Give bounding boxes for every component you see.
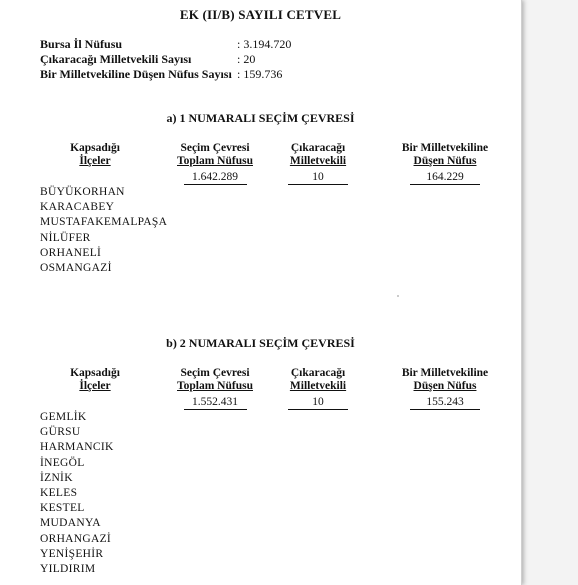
- value-underline: [410, 409, 480, 410]
- section-a-population: 1.642.289: [192, 171, 238, 183]
- section-b-per-deputy: 155.243: [426, 396, 464, 408]
- district-item: BÜYÜKORHAN: [40, 186, 125, 198]
- section-a-district-list: [40, 185, 167, 276]
- summary-row-deputies: [40, 52, 291, 67]
- section-a-title: a) 1 NUMARALI SEÇİM ÇEVRESİ: [166, 111, 355, 125]
- district-item: YENİŞEHİR: [40, 547, 104, 560]
- header-line: Seçim Çevresi: [180, 367, 250, 379]
- section-a-header-population: [160, 142, 270, 168]
- district-item: NİLÜFER: [40, 231, 91, 244]
- district-item: GEMLİK: [40, 411, 87, 423]
- district-item: KELES: [40, 487, 78, 500]
- scan-speck: [397, 295, 399, 297]
- section-b-deputies: 10: [312, 396, 324, 408]
- district-item: MUDANYA: [40, 517, 101, 530]
- header-line: Çıkaracağı: [290, 142, 346, 154]
- section-b-header-per-deputy: [380, 367, 510, 393]
- summary-value: : 159.736: [237, 67, 283, 81]
- section-a-header-deputies: [273, 142, 363, 168]
- header-line: Kapsadığı: [70, 367, 120, 379]
- section-b-header-districts: [55, 367, 135, 393]
- header-line: Bir Milletvekiline: [401, 142, 489, 154]
- header-line: İlçeler: [79, 380, 111, 392]
- header-line: Toplam Nüfusu: [177, 380, 253, 392]
- header-line: Kapsadığı: [70, 142, 120, 154]
- district-item: ORHANELİ: [40, 246, 102, 259]
- summary-row-population: [40, 37, 291, 52]
- district-item: MUSTAFAKEMALPAŞA: [40, 216, 168, 229]
- section-b-header-population: [160, 367, 270, 393]
- district-item: KARACABEY: [40, 201, 115, 214]
- summary-block: [40, 37, 291, 82]
- value-underline: [184, 184, 247, 185]
- district-item: OSMANGAZİ: [40, 262, 112, 275]
- header-line: Seçim Çevresi: [180, 142, 250, 154]
- section-a-deputies: 10: [312, 171, 324, 183]
- district-item: ORHANGAZİ: [40, 532, 112, 545]
- district-item: KESTEL: [40, 502, 85, 515]
- summary-value: : 20: [237, 52, 256, 66]
- summary-label: Bir Milletvekiline Düşen Nüfus Sayısı: [40, 67, 232, 81]
- value-underline: [288, 409, 348, 410]
- summary-value: : 3.194.720: [237, 37, 292, 51]
- header-line: Düşen Nüfus: [413, 155, 477, 167]
- header-line: Bir Milletvekiline: [401, 367, 489, 379]
- header-line: Milletvekili: [289, 155, 347, 167]
- value-underline: [184, 409, 247, 410]
- section-a-per-deputy: 164.229: [426, 171, 464, 183]
- section-b-title: b) 2 NUMARALI SEÇİM ÇEVRESİ: [166, 336, 355, 350]
- header-line: Çıkaracağı: [290, 367, 346, 379]
- header-line: Milletvekili: [289, 380, 347, 392]
- document-title: EK (II/B) SAYILI CETVEL: [179, 7, 342, 22]
- value-underline: [288, 184, 348, 185]
- section-b-header-deputies: [273, 367, 363, 393]
- summary-row-per-deputy: [40, 67, 291, 82]
- section-b-district-list: [40, 410, 114, 577]
- district-item: GÜRSU: [40, 426, 81, 439]
- summary-label: Bursa İl Nüfusu: [40, 37, 123, 51]
- header-line: Düşen Nüfus: [413, 380, 477, 392]
- district-item: İZNİK: [40, 471, 73, 484]
- section-a-header-per-deputy: [380, 142, 510, 168]
- district-item: HARMANCIK: [40, 441, 114, 454]
- section-b-population: 1.552.431: [192, 396, 238, 408]
- section-a-header-districts: [55, 142, 135, 168]
- summary-label: Çıkaracağı Milletvekili Sayısı: [40, 52, 192, 66]
- district-item: İNEGÖL: [40, 456, 85, 469]
- value-underline: [410, 184, 480, 185]
- header-line: Toplam Nüfusu: [177, 155, 253, 167]
- header-line: İlçeler: [79, 155, 111, 167]
- district-item: YILDIRIM: [40, 563, 96, 576]
